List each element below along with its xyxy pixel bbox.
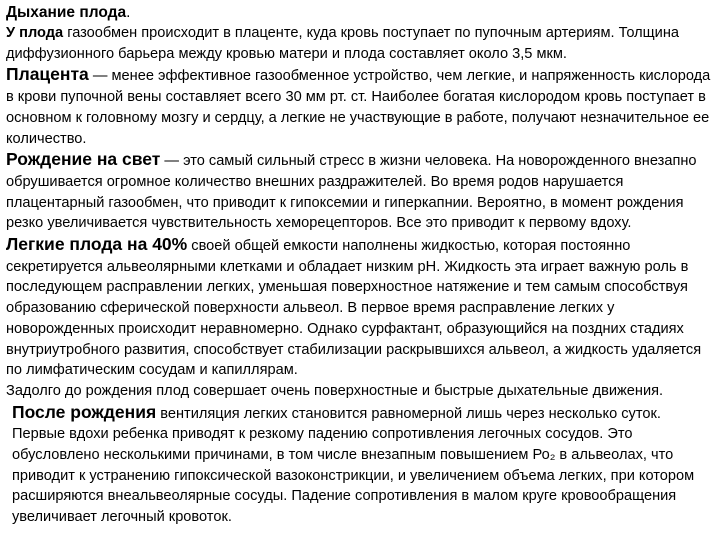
- title-bold: Дыхание плода: [6, 4, 127, 21]
- paragraph-birth-lead: Рождение на свет: [6, 149, 161, 170]
- paragraph-fetus-text: газообмен происходит в плаценте, куда кровь поступает по пупочным артериям. Толщина диффузионного барьера между кровью матери и плода составляет около 3,5 мкм.: [6, 25, 680, 62]
- paragraph-breathing-movements-text: Задолго до рождения плод совершает очень поверхностные и быстрые дыхательные движения.: [6, 382, 664, 399]
- paragraph-breathing-movements: [6, 381, 716, 402]
- paragraph-lungs: [6, 234, 716, 381]
- paragraph-placenta-text: — менее эффективное газообменное устройство, чем легкие, и напряженность кислорода в крови пупочной вены составляет всего 30 мм рт. ст. Наиболее богатая кислородом кровь поступает в основном к головному мозгу и сердцу, а легкие не участвующие в работе, получают незначительное ее количество.: [6, 68, 711, 147]
- paragraph-after-birth: [6, 402, 716, 528]
- title-rest: .: [126, 4, 131, 21]
- paragraph-lungs-lead: Легкие плода на 40%: [6, 234, 188, 255]
- paragraph-birth: [6, 149, 716, 234]
- paragraph-after-birth-lead: После рождения: [12, 401, 157, 422]
- paragraph-after-birth-text: вентиляция легких становится равномерной лишь через несколько суток. Первые вдохи ребенка приводят к резкому падению сопротивления легочных сосудов. Это обусловлено несколькими причинами, в том числе внезапным повышением Ро₂ в альвеолах, что приводит к устранению гипоксической вазоконстрикции, и увеличением объема легких, при котором расширяются внеальвеолярные сосуды. Падение сопротивления в малом круге кровообращения увеличивает легочный кровоток.: [12, 405, 695, 526]
- paragraph-fetus: [6, 23, 716, 64]
- document-title: [6, 3, 716, 23]
- paragraph-fetus-lead: У плода: [6, 25, 64, 41]
- paragraph-lungs-text: своей общей емкости наполнены жидкостью, которая постоянно секретируется альвеолярными клетками и обладает низким рН. Жидкость эта играет важную роль в последующем расправлении легких, уменьшая поверхностное натяжение и тем самым способствуя образованию сферической поверхности альвеол. В первое время расправление легких у новорожденных происходит неравномерно. Однако сурфактант, образующийся на поздних стадиях внутриутробного развития, способствует стабилизации раскрывшихся альвеол, а жидкость удаляется по лимфатическим сосудам и капиллярам.: [6, 238, 702, 379]
- paragraph-placenta-lead: Плацента: [6, 64, 89, 85]
- document-page: [6, 3, 716, 528]
- paragraph-placenta: [6, 64, 716, 149]
- paragraph-birth-text: — это самый сильный стресс в жизни человека. На новорожденного внезапно обрушивается огромное количество внешних раздражителей. Во время родов нарушается плацентарный газообмен, что приводит к гипоксемии и гиперкапнии. Вероятно, в момент рождения резко увеличивается чувствительность хеморецепторов. Все это приводит к первому вдоху.: [6, 153, 697, 232]
